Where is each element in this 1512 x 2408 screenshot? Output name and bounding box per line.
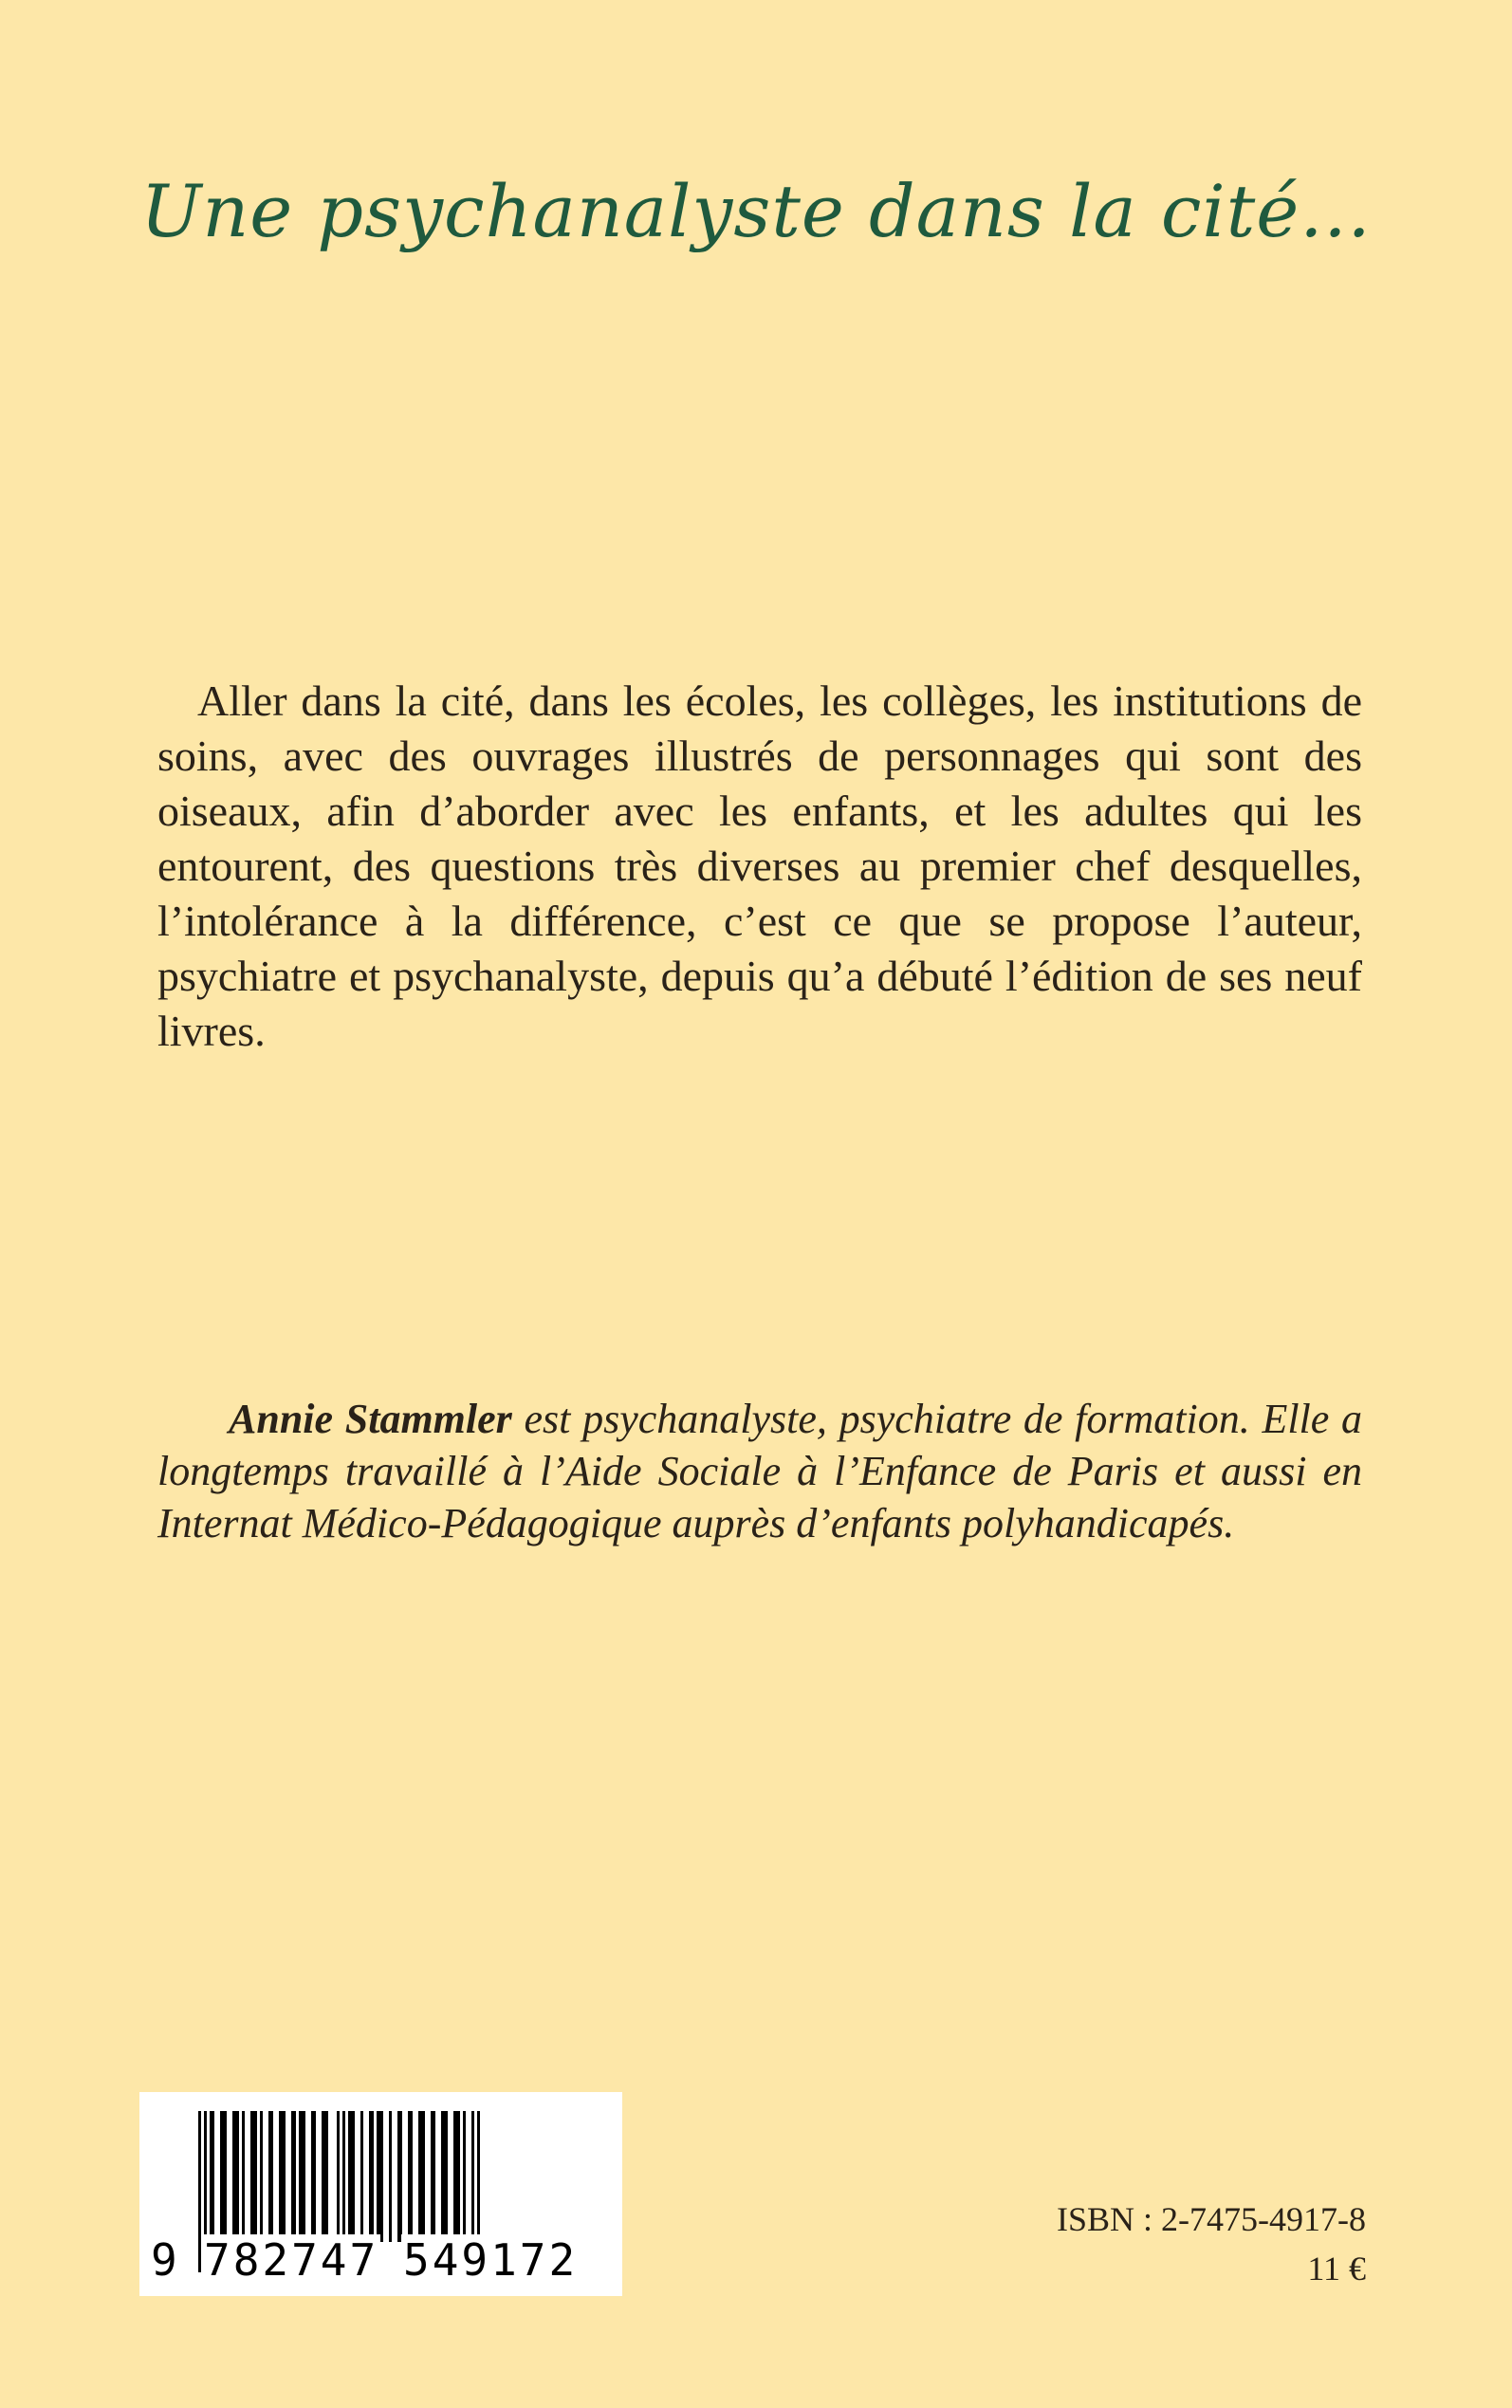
barcode-bar xyxy=(348,2111,355,2242)
barcode-bar xyxy=(311,2111,316,2242)
barcode xyxy=(139,2092,622,2296)
barcode-bar xyxy=(250,2111,257,2242)
barcode-bar xyxy=(242,2111,245,2242)
price: 11 € xyxy=(1307,2250,1366,2288)
barcode-right-digits: 549172 xyxy=(403,2234,579,2286)
barcode-bar xyxy=(232,2111,239,2242)
barcode-lead-digit: 9 xyxy=(151,2234,180,2286)
summary-paragraph: Aller dans la cité, dans les écoles, les collèges, les institutions de soins, avec des ouvrages illustrés de personnages qui sont des oiseaux, afin d’aborder avec les enfants, et les adultes qui les entourent, des questions très diverses au premier chef desquelles, l’intolérance à la différence, c’est ce que se propose l’auteur, psychiatre et psychanalyste, depuis qu’a débuté l’édition de ses neuf livres. xyxy=(157,676,1362,1055)
barcode-bar xyxy=(322,2111,328,2242)
barcode-bar xyxy=(431,2111,435,2242)
barcode-bar xyxy=(220,2111,227,2242)
barcode-bar xyxy=(389,2111,392,2242)
isbn: ISBN : 2-7475-4917-8 xyxy=(1057,2200,1366,2238)
author-name: Annie Stammler xyxy=(229,1396,512,1442)
barcode-bar xyxy=(210,2111,214,2242)
barcode-bar xyxy=(299,2111,305,2242)
barcode-bar xyxy=(463,2111,466,2242)
barcode-bar xyxy=(369,2111,374,2242)
barcode-bar xyxy=(360,2111,363,2242)
barcode-bar xyxy=(279,2111,286,2242)
barcode-bar xyxy=(418,2111,425,2242)
barcode-bar xyxy=(377,2111,383,2242)
author-bio-paragraph xyxy=(157,1393,1362,1549)
author-bio: est psychanalyste, psychiatre de formation. Elle a longtemps travaillé à l’Aide Sociale à l’Enfance de Paris et aussi en Internat Médico-Pédagogique auprès d’enfants polyhandicapés. xyxy=(157,1396,1362,1547)
barcode-bar xyxy=(397,2111,402,2242)
barcode-bar xyxy=(453,2111,460,2242)
barcode-bar xyxy=(268,2111,273,2242)
barcode-bar xyxy=(441,2111,448,2242)
barcode-bar xyxy=(408,2111,413,2242)
barcode-left-digits: 782747 xyxy=(204,2234,379,2286)
barcode-bar xyxy=(291,2111,296,2242)
book-title: Une psychanalyste dans la cité... xyxy=(140,169,1372,253)
barcode-bar xyxy=(260,2111,263,2242)
barcode-digits xyxy=(139,2234,622,2291)
